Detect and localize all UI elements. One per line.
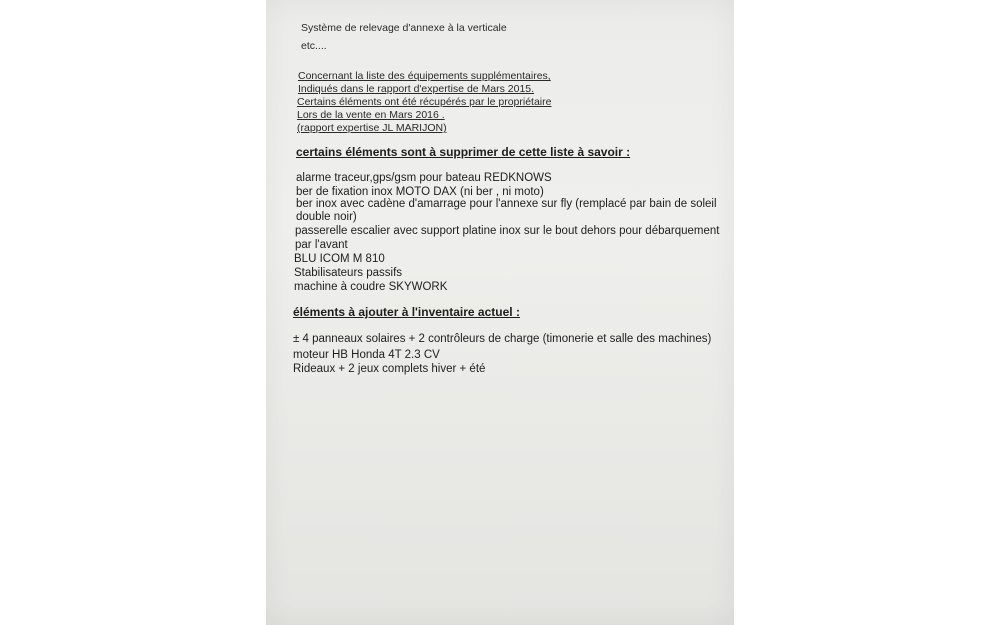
add-item: ± 4 panneaux solaires + 2 contrôleurs de charge (timonerie et salle des machines) bbox=[293, 333, 712, 345]
note-line: Lors de la vente en Mars 2016 . bbox=[297, 109, 445, 121]
note-line: Indiqués dans le rapport d'expertise de Mars 2015. bbox=[298, 83, 535, 95]
remove-item: machine à coudre SKYWORK bbox=[294, 281, 448, 293]
remove-item: Stabilisateurs passifs bbox=[294, 267, 403, 279]
remove-item: double noir) bbox=[296, 211, 357, 223]
note-line: Certains éléments ont été récupérés par le propriétaire bbox=[297, 96, 552, 108]
add-item: Rideaux + 2 jeux complets hiver + été bbox=[293, 363, 486, 375]
paper-sheet bbox=[266, 0, 734, 625]
note-line: (rapport expertise JL MARIJON) bbox=[297, 122, 447, 134]
intro-line: etc.... bbox=[301, 40, 327, 52]
remove-item: BLU ICOM M 810 bbox=[294, 253, 385, 265]
remove-item: alarme traceur,gps/gsm pour bateau REDKNOWS bbox=[296, 172, 552, 184]
note-line: Concernant la liste des équipements supplémentaires, bbox=[298, 70, 551, 82]
remove-item: par l'avant bbox=[295, 239, 348, 251]
intro-line: Système de relevage d'annexe à la verticale bbox=[301, 22, 507, 34]
remove-heading: certains éléments sont à supprimer de cette liste à savoir : bbox=[296, 145, 631, 159]
add-item: moteur HB Honda 4T 2.3 CV bbox=[293, 349, 440, 361]
add-heading: éléments à ajouter à l'inventaire actuel : bbox=[293, 305, 520, 319]
remove-item: passerelle escalier avec support platine inox sur le bout dehors pour débarquement bbox=[295, 225, 720, 237]
remove-item: ber inox avec cadène d'amarrage pour l'annexe sur fly (remplacé par bain de soleil bbox=[296, 198, 717, 210]
remove-item: ber de fixation inox MOTO DAX (ni ber , ni moto) bbox=[296, 186, 544, 198]
